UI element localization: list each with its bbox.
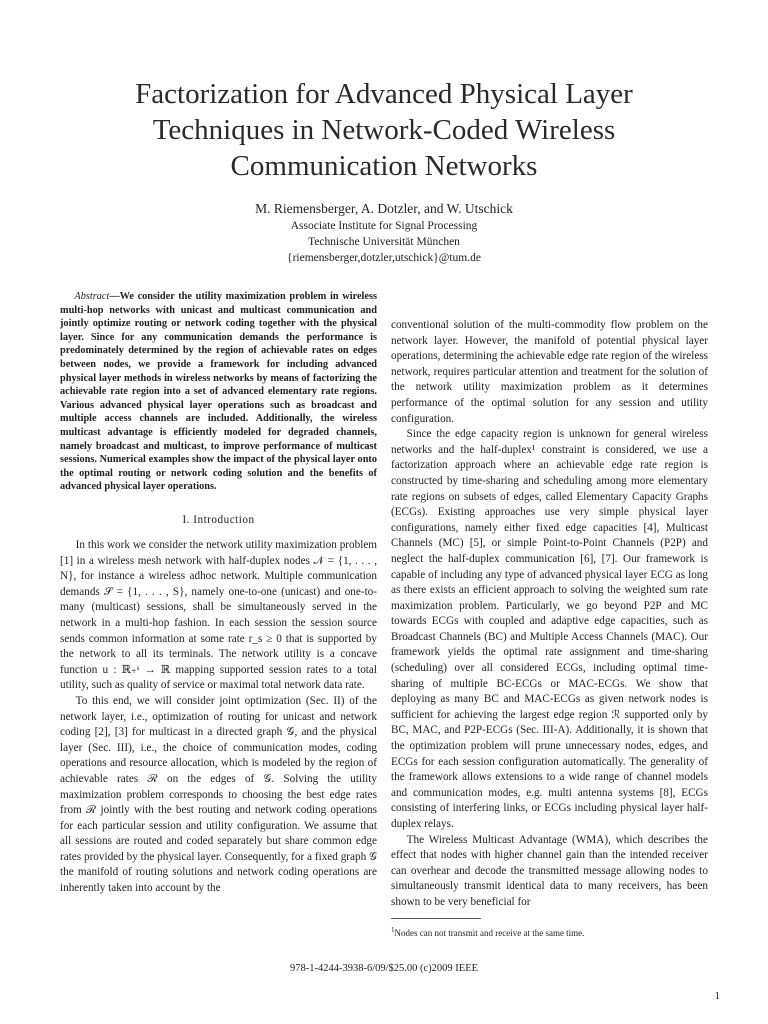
author-list: M. Riemensberger, A. Dotzler, and W. Utschick — [255, 201, 513, 216]
intro-paragraph: To this end, we will consider joint optimization (Sec. II) of the network layer, i.e., optimization of routing for unicast and network coding [2], [3] for multicast in a directed graph 𝒢, and the physical layer (Sec. III), i.e., the choice of communication modes, coding operations and resource allocation, which is modeled by the region of achievable rates ℛ on the edges of 𝒢. Solving the utility maximization problem corresponds to choosing the best edge rates from ℛ jointly with the best routing and network coding operations for each particular session and utility configuration. We assume that all sessions are routed and coded separately but share common edge rates provided by the physical layer. Consequently, for a fixed graph 𝒢 the manifold of routing solutions and network coding operations are inherently taken into account by the — [60, 694, 377, 895]
introduction-body — [60, 538, 377, 897]
abstract — [60, 290, 377, 494]
abstract-label: Abstract — [74, 291, 110, 302]
intro-paragraph: In this work we consider the network utility maximization problem [1] in a wireless mesh network with half-duplex nodes 𝒩 = {1, . . . , N}, for instance a wireless adhoc network. Multiple communication demands 𝒮 = {1, . . . , S}, namely one-to-one (unicast) and one-to-many (multicast) sessions, shall be simultaneously served in the network in a multi-hop fashion. In each session the session source sends common information at some rate r_s ≥ 0 that is supported by the network to all its terminals. The network utility is a concave function u : ℝ₊ˢ → ℝ mapping supported session rates to a total utility, such as quality of service or maximal total network data rate. — [60, 539, 377, 692]
section-heading-introduction: I. Introduction — [182, 514, 255, 526]
footnote — [391, 924, 708, 939]
affiliation-email: {riemensberger,dotzler,utschick}@tum.de — [287, 252, 481, 264]
footnote-mark: 1 — [391, 926, 395, 934]
paper-title: Factorization for Advanced Physical Layer Techniques in Network-Coded Wireless Communication Networks — [135, 78, 633, 182]
footnote-rule — [391, 918, 481, 919]
copyright-line: 978-1-4244-3938-6/09/$25.00 (c)2009 IEEE — [289, 963, 479, 974]
abstract-text: —We consider the utility maximization problem in wireless multi-hop networks with unicast and multicast communication and jointly optimize routing or network coding together with the physical layer. Since for any communication demands the performance is predominately determined by the region of achievable rates on edges between nodes, we provide a framework for including advanced physical layer methods in wireless networks by means of factorizing the achievable rate region into a set of advanced elementary rate regions. Various advanced physical layer operations such as broadcast and multiple access channels are included. Additionally, the wireless multicast advantage is efficiently modeled for degraded channels, namely broadcast and multicast, to improve performance of multicast sessions. Numerical examples show the impact of the physical layer onto the optimal routing or network coding solution and the benefits of advanced physical layer operations. — [60, 291, 377, 493]
page-number: 1 — [714, 990, 720, 1002]
body-paragraph: Since the edge capacity region is unknown for general wireless networks and the half-duplex¹ constraint is considered, we use a factorization approach where an achievable edge rate region is constructed by time-sharing and scheduling among more elementary rate regions on subsets of edges, called Elementary Capacity Graphs (ECGs). Existing approaches use very simple physical layer configurations, namely either fixed edge capacities [4], Multicast Channels (MC) [5], or simple Point-to-Point Channels (P2P) and neglect the half-duplex communication [6], [7]. Our framework is capable of including any type of advanced physical layer ECG as long as there exists an efficient approach to solving the weighted sum rate maximization problem. Particularly, we go beyond P2P and MC towards ECGs with coupled and adaptive edge capacities, such as Broadcast Channels (BC) and Multiple Access Channels (MAC). Our framework yields the optimal rate assignment and time-sharing (scheduling) over all considered ECGs, including optimal time-sharing of multiple BC-ECGs or MAC-ECGs. We show that deploying as many BC and MAC-ECGs as given network nodes is sufficient for achieving the largest edge region ℛ supported only by BC, MAC, and P2P-ECGs (Sec. III-A). Additionally, it is shown that the optimization problem will prune unnecessary nodes, edges, and ECGs for each session configuration automatically. The generality of the framework allows extensions to a wide range of channel models and communication modes, e.g. multi antenna systems [8], ECGs consisting of interfering links, or ECGs including physical layer half-duplex relays. — [391, 428, 708, 830]
body-paragraph: conventional solution of the multi-commodity flow problem on the network layer. However, the manifold of potential physical layer operations, determining the achievable edge rate region of the wireless network, requires particular attention and treatment for the solution of the network utility maximization problem as it determines performance of the optimal solution for any session and utility configuration. — [391, 319, 708, 425]
right-column-body — [391, 318, 708, 911]
affiliation-university: Technische Universität München — [308, 236, 460, 248]
affiliation-institute: Associate Institute for Signal Processing — [290, 220, 478, 232]
footnote-text: Nodes can not transmit and receive at the same time. — [394, 928, 585, 938]
body-paragraph: The Wireless Multicast Advantage (WMA), which describes the effect that nodes with higher channel gain than the intended receiver can overhear and decode the transmitted message allowing nodes to simultaneously transmit identical data to many receivers, has been shown to be very beneficial for — [391, 833, 708, 908]
